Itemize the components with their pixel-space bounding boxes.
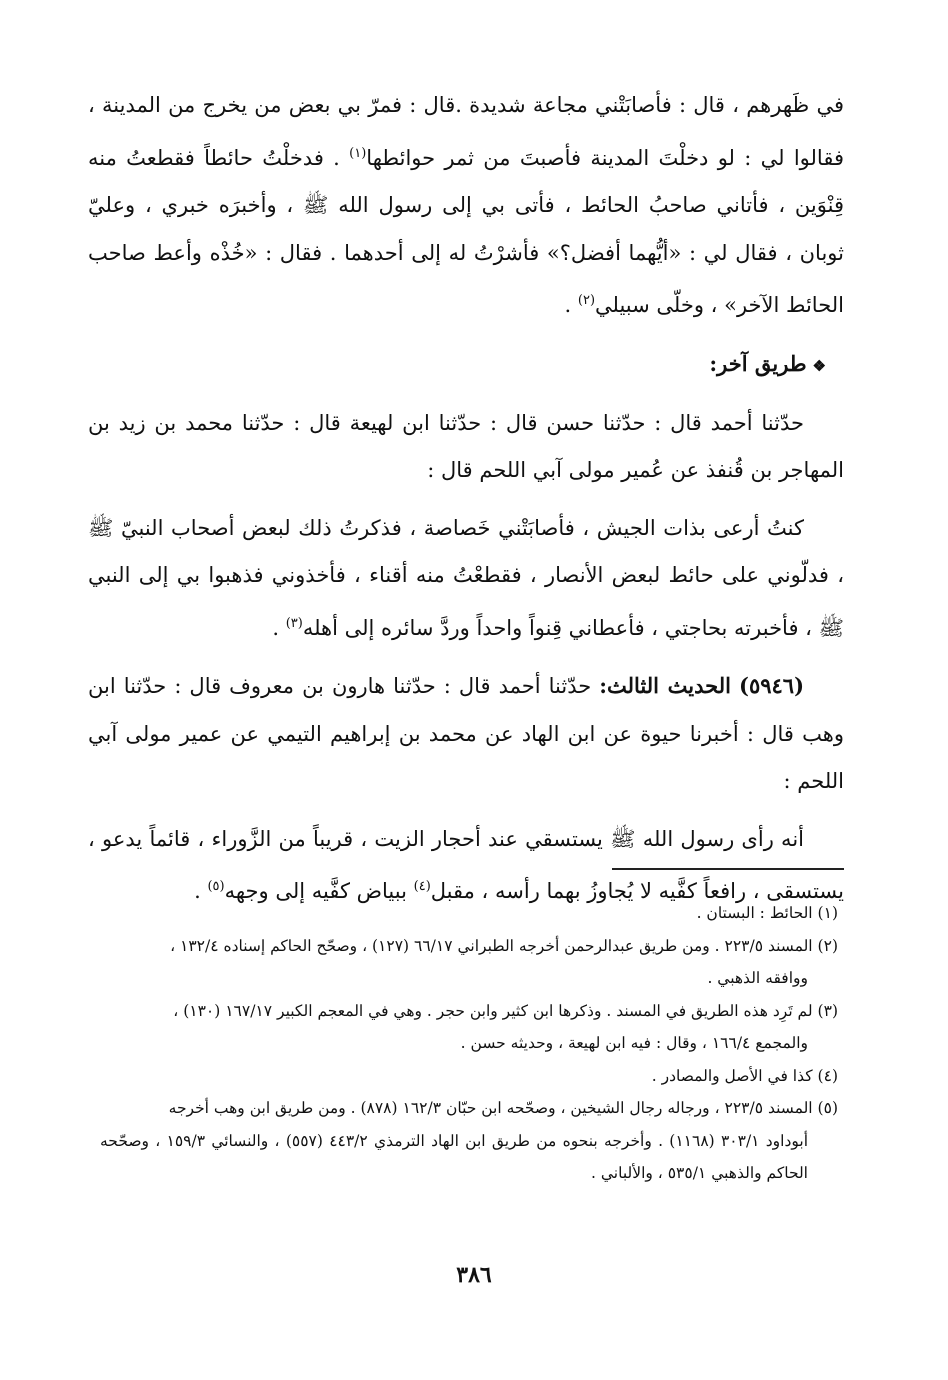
footnote-ref-4[interactable]: (٤) (413, 879, 431, 894)
footnote-text: لم تَرِد هذه الطريق في المسند . وذكرها ابن كثير وابن حجر . وهي في المعجم الكبير ١٦٧/١٧ (١٣٠) ، (173, 1001, 813, 1020)
section-heading (88, 344, 844, 386)
footnote-number: (٥) (817, 1099, 838, 1117)
footnote-text: المسند ٢٢٣/٥ ، ورجاله رجال الشيخين ، وصحّحه ابن حبّان ١٦٢/٣ (٨٧٨) . ومن طريق ابن وهب أخرجه (168, 1099, 813, 1117)
main-text (88, 82, 844, 916)
paragraph-4 (88, 662, 844, 806)
footnote-continuation: والمجمع ١٦٦/٤ ، وقال : فيه ابن لهيعة ، وحديثه حسن . (460, 1034, 808, 1052)
paragraph-3 (88, 505, 844, 653)
paragraph-5-text-b: ببياض كفَّيه إلى وجهه (224, 879, 414, 903)
footnote-ref-1[interactable]: (١) (349, 145, 367, 161)
paragraph-1-end: . (564, 293, 578, 317)
footnote-text: الحائط : البستان . (696, 904, 813, 922)
paragraph-1-text-b: . فدخلْتُ حائطاً فقطعتُ منه قِنْوَين ، فأتاني صاحبُ الحائط ، فأتى بي إلى رسول الله ﷺ ، وأخبرَه خبري ، وعليّ ثوبان ، فقال لي : «أيُّهما أفضل؟» فأشرْتُ له إلى أحدهما . فقال : «خُذْه وأعط صاحب الحائط الآخر» ، وخلّى سبيلي (88, 145, 844, 317)
paragraph-1-text: في ظَهرهم ، قال : فأصابَتْني مجاعة شديدة .قال : فمرّ بي بعض من يخرج من المدينة ، فقالوا لي : لو دخلْتَ المدينة فأصبتَ من ثمر حوائطها (88, 93, 844, 170)
footnote-2 (100, 930, 838, 995)
paragraph-2-text: حدّثنا أحمد قال : حدّثنا حسن قال : حدّثنا ابن لهيعة قال : حدّثنا محمد بن زيد بن المهاجر بن قُنفذ عن عُمير مولى آبي اللحم قال : (88, 410, 844, 482)
paragraph-4-text: حدّثنا أحمد قال : حدّثنا هارون بن معروف قال : حدّثنا ابن وهب قال : أخبرنا حيوة عن ابن الهاد عن محمد بن إبراهيم التيمي عن عمير مولى آبي اللحم : (88, 674, 844, 793)
paragraph-5-end: . (194, 879, 208, 903)
footnote-1 (100, 897, 838, 930)
footnote-ref-3[interactable]: (٣) (285, 615, 303, 631)
footnote-number: (١) (817, 904, 838, 922)
footnote-number: (٢) (817, 936, 838, 955)
diamond-bullet-icon: ❖ (812, 356, 826, 375)
footnote-4 (100, 1060, 838, 1093)
paragraph-3-end: . (272, 615, 286, 640)
footnote-divider (612, 868, 844, 870)
section-heading-text: طريق آخر: (709, 350, 807, 376)
footnote-ref-2[interactable]: (٢) (577, 293, 596, 308)
footnote-number: (٤) (817, 1066, 838, 1085)
paragraph-2 (88, 400, 844, 495)
paragraph-3-text: كنتُ أرعى بذات الجيش ، فأصابَتْني خَصاصة ، فذكرتُ ذلك لبعض أصحاب النبيّ ﷺ ، فدلّوني على حائط لبعض الأنصار ، فقطعْتُ منه أقناء ، فأخذوني فذهبوا بي إلى النبي ﷺ ، فأخبرته بحاجتي ، فأعطاني قِنواً واحداً وردَّ سائره إلى أهله (88, 515, 844, 640)
paragraph-5-text: أنه رأى رسول الله ﷺ يستسقي عند أحجار الزيت ، قريباً من الزَّوراء ، قائماً يدعو ، يستسقى ، رافعاً كفَّيه لا يُجاوزُ بهما رأسه ، مقبل (88, 826, 844, 903)
footnote-number: (٣) (817, 1001, 838, 1020)
footnote-5 (100, 1092, 838, 1190)
footnotes (100, 897, 838, 1190)
footnote-text: المسند ٢٢٣/٥ . ومن طريق عبدالرحمن أخرجه الطبراني ٦٦/١٧ (١٢٧) ، وصحّح الحاكم إسناده ١٣٢/٤ ، (170, 936, 813, 955)
paragraph-1 (88, 82, 844, 330)
hadith-number: (٥٩٤٦) (739, 673, 805, 698)
footnote-continuation: أبوداود ٣٠٣/١ (١١٦٨) . وأخرجه بنحوه من طريق ابن الهاد الترمذي ٤٤٣/٢ (٥٥٧) ، والنسائي ١٥٩/٣ ، وصحّحه الحاكم والذهبي ٥٣٥/١ ، والألباني . (100, 1131, 809, 1182)
page-number: ٣٨٦ (456, 1262, 492, 1288)
footnote-3 (100, 995, 838, 1060)
footnote-continuation: ووافقه الذهبي . (707, 969, 808, 987)
footnote-ref-5[interactable]: (٥) (207, 879, 225, 894)
footnote-text: كذا في الأصل والمصادر . (651, 1066, 813, 1085)
hadith-title: الحديث الثالث: (599, 673, 731, 698)
